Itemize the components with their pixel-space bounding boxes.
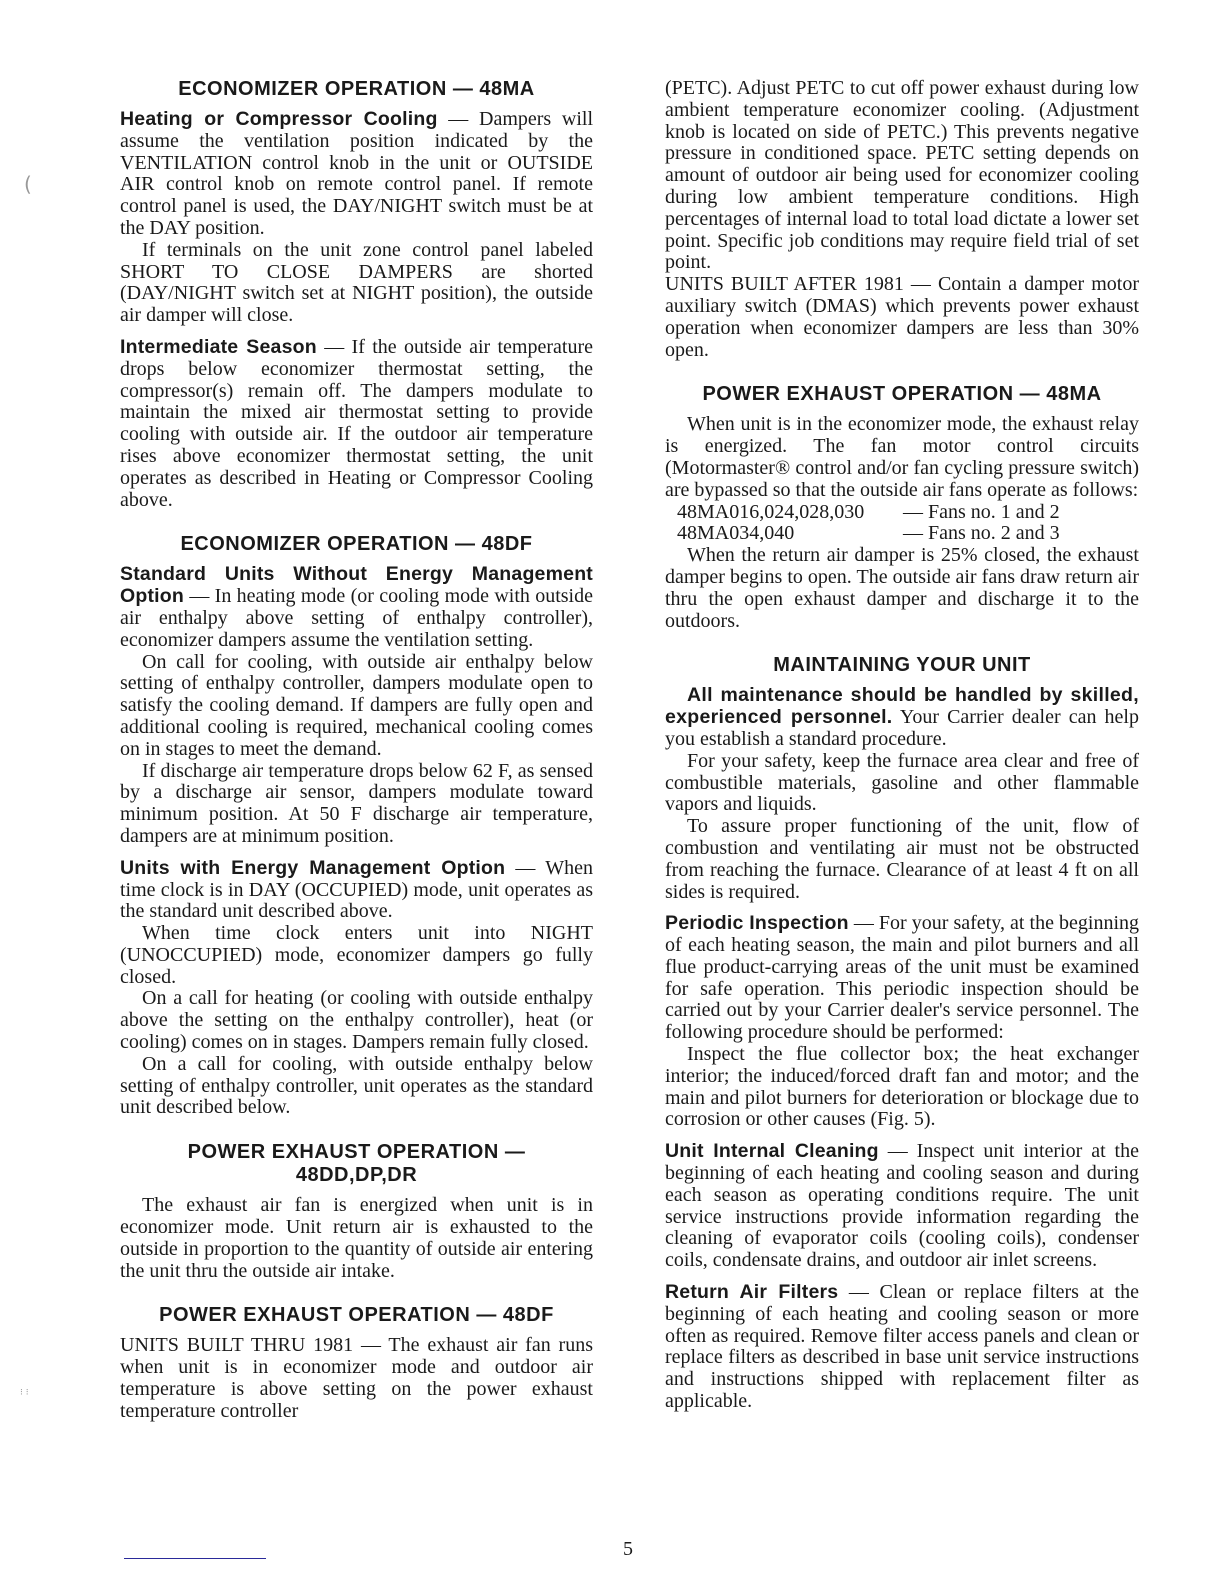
- paragraph: Unit Internal Cleaning — Inspect unit interior at the beginning of each heating and cooling season and during each season as operating conditions require. The unit service instructions provide information regarding the cleaning of evaporator coils (cooling coils), condenser coils, condensate drains, and outdoor air inlet screens.: [665, 1140, 1139, 1272]
- left-column: [120, 78, 593, 1423]
- paragraph: Standard Units Without Energy Management Option — In heating mode (or cooling mode with outside air enthalpy above setting of enthalpy controller), economizer dampers assume the ventilation setting.: [120, 563, 593, 651]
- section-economizer-48ma: [120, 78, 593, 511]
- paragraph: On a call for heating (or cooling with outside enthalpy above the setting on the enthalpy controller), heat (or cooling) comes on in stages. Dampers remain fully closed.: [120, 987, 593, 1054]
- fan-numbers: — Fans no. 2 and 3: [903, 522, 1060, 545]
- run-in-heading: Standard Units Without Energy Management Option: [120, 563, 593, 608]
- fan-models: 48MA016,024,028,030: [677, 500, 865, 523]
- run-in-heading: Intermediate Season: [120, 335, 317, 358]
- run-in-heading: Units with Energy Management Option: [120, 856, 506, 879]
- section-economizer-48df: [120, 533, 593, 1119]
- right-column: [665, 78, 1139, 1413]
- fan-row: [665, 523, 1139, 545]
- run-in-heading: Return Air Filters: [665, 1281, 839, 1304]
- paragraph: The exhaust air fan is energized when unit is in economizer mode. Unit return air is exhausted to the outside in proportion to the quantity of outside air entering the unit thru the outside air intake.: [120, 1194, 593, 1282]
- section-title: ECONOMIZER OPERATION — 48MA: [178, 78, 535, 100]
- paragraph: UNITS BUILT THRU 1981 — The exhaust air fan runs when unit is in economizer mode and outdoor air temperature is above setting on the power exhaust temperature controller: [120, 1334, 593, 1422]
- paragraph: Periodic Inspection — For your safety, at the beginning of each heating season, the main and pilot burners and all flue product-carrying areas of the unit must be examined for safe operation. This periodic inspection should be carried out by your Carrier dealer's service personnel. The following procedure should be performed:: [665, 912, 1140, 1044]
- paragraph: Inspect the flue collector box; the heat exchanger interior; the induced/forced draft fan and motor; and the main and pilot burners for deterioration or blockage due to corrosion or other causes (Fig. 5).: [665, 1043, 1139, 1131]
- run-in-heading: All maintenance should be handled by skilled, experienced personnel.: [665, 684, 1139, 729]
- section-title: MAINTAINING YOUR UNIT: [773, 654, 1031, 677]
- paragraph: (PETC). Adjust PETC to cut off power exhaust during low ambient temperature economizer cooling. (Adjustment knob is located on side of PETC.) This prevents negative pressure in conditioned space. PETC setting depends on amount of outdoor air being used for economizer cooling during low ambient temperature conditions. High percentages of internal load to total load dictate a lower set point. Specific job conditions may require field trial of set point.: [665, 77, 1139, 274]
- section-power-exhaust-48df: [120, 1304, 593, 1422]
- section-title: POWER EXHAUST OPERATION — 48MA: [702, 383, 1102, 406]
- paragraph: When unit is in the economizer mode, the exhaust relay is energized. The fan motor control circuits (Motormaster® control and/or fan cycling pressure switch) are bypassed so that the outside air fans operate as follows:: [665, 413, 1139, 501]
- paragraph: If discharge air temperature drops below 62 F, as sensed by a discharge air sensor, dampers modulate toward minimum position. At 50 F discharge air temperature, dampers are at minimum position.: [120, 759, 593, 847]
- footer-rule: [124, 1558, 266, 1559]
- section-title: ECONOMIZER OPERATION — 48DF: [180, 533, 533, 556]
- section-title: POWER EXHAUST OPERATION — 48DF: [159, 1304, 554, 1327]
- margin-mark: (: [24, 172, 32, 196]
- paragraph: On call for cooling, with outside air enthalpy below setting of enthalpy controller, dampers modulate open to satisfy the cooling demand. If dampers are fully open and additional cooling is required, mechanical cooling comes on in stages to meet the demand.: [120, 650, 593, 760]
- paragraph: When the return air damper is 25% closed, the exhaust damper begins to open. The outside air fans draw return air thru the open exhaust damper and discharge it to the outdoors.: [665, 544, 1139, 632]
- paragraph: Units with Energy Management Option — When time clock is in DAY (OCCUPIED) mode, unit operates as the standard unit described above.: [120, 856, 593, 923]
- run-in-heading: Heating or Compressor Cooling: [120, 108, 438, 130]
- paragraph: UNITS BUILT AFTER 1981 — Contain a damper motor auxiliary switch (DMAS) which prevents power exhaust operation when economizer dampers are less than 30% open.: [665, 273, 1139, 361]
- section-power-exhaust-48dd: [120, 1141, 593, 1282]
- fan-row: [665, 502, 1139, 524]
- section-title: POWER EXHAUST OPERATION — 48DD,DP,DR: [187, 1141, 526, 1187]
- paragraph: Return Air Filters — Clean or replace filters at the beginning of each heating and cooling season or more often as required. Remove filter access panels and clean or replace filters as described in base unit service instructions and instructions shipped with replacement filter as applicable.: [665, 1281, 1139, 1413]
- section-power-exhaust-48ma: [665, 383, 1139, 632]
- paragraph: For your safety, keep the furnace area clear and free of combustible materials, gasoline and other flammable vapors and liquids.: [665, 749, 1139, 816]
- run-in-heading: Periodic Inspection: [665, 912, 849, 935]
- paragraph: All maintenance should be handled by skilled, experienced personnel. Your Carrier dealer can help you establish a standard procedure.: [665, 684, 1139, 750]
- run-in-heading: Unit Internal Cleaning: [665, 1140, 879, 1163]
- fan-numbers: — Fans no. 1 and 2: [903, 500, 1060, 523]
- paragraph: Heating or Compressor Cooling — Dampers will assume the ventilation position indicated by the VENTILATION control knob in the unit or OUTSIDE AIR control knob on remote control panel. If remote control panel is used, the DAY/NIGHT switch must be at the DAY position.: [120, 108, 594, 239]
- section-maintaining: [665, 654, 1139, 1413]
- paragraph: Intermediate Season — If the outside air temperature drops below economizer thermostat setting, the compressor(s) remain off. The dampers modulate to maintain the mixed air thermostat setting to provide cooling with outside air. If the outdoor air temperature rises above economizer thermostat setting, the unit operates as described in Heating or Compressor Cooling above.: [120, 335, 594, 511]
- paragraph: If terminals on the unit zone control panel labeled SHORT TO CLOSE DAMPERS are shorted (DAY/NIGHT switch set at NIGHT position), the outside air damper will close.: [120, 238, 593, 327]
- paragraph: On a call for cooling, with outside enthalpy below setting of enthalpy controller, unit operates as the standard unit described below.: [120, 1052, 593, 1119]
- page-number: 5: [623, 1538, 633, 1560]
- margin-mark: ⁝ ⁝: [20, 1388, 29, 1398]
- paragraph: To assure proper functioning of the unit, flow of combustion and ventilating air must not be obstructed from reaching the furnace. Clearance of at least 4 ft on all sides is required.: [665, 815, 1139, 903]
- fan-models: 48MA034,040: [677, 522, 795, 545]
- paragraph: When time clock enters unit into NIGHT (UNOCCUPIED) mode, economizer dampers go fully closed.: [120, 922, 593, 988]
- section-continued: [665, 78, 1139, 361]
